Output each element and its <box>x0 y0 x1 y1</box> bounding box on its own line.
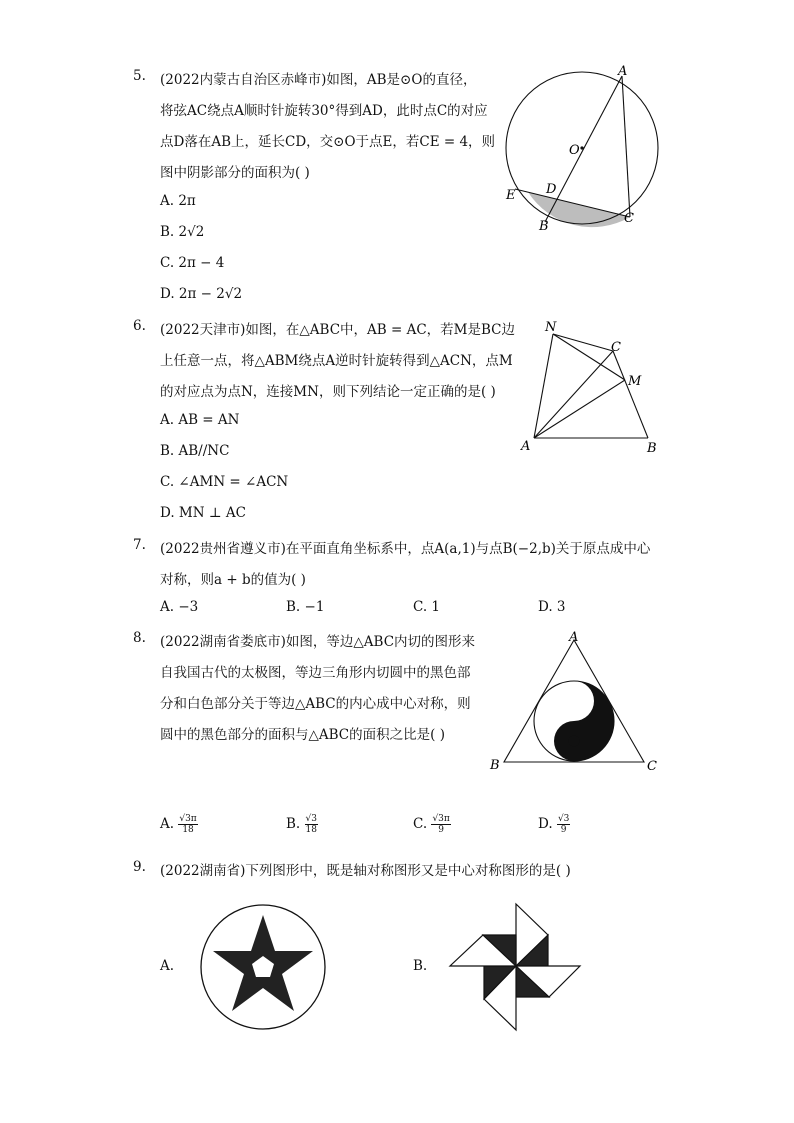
q8-line-3: 分和白色部分关于等边△ABC的内心成中心对称，则 <box>160 696 471 712</box>
q7-line-1: (2022贵州省遵义市)在平面直角坐标系中，点A(a,1)与点B(−2,b)关于原点成中心 <box>160 541 651 557</box>
q6-option-b[interactable]: B. AB//NC <box>160 443 230 459</box>
q8-line-4: 圆中的黑色部分的面积与△ABC的面积之比是( ) <box>160 727 445 743</box>
q6-label-a: A <box>521 439 531 454</box>
q5-option-d[interactable]: D. 2π − 2√2 <box>160 286 243 302</box>
q9-line-1: (2022湖南省)下列图形中，既是轴对称图形又是中心对称图形的是( ) <box>160 863 571 879</box>
q8-option-c-denominator: 9 <box>438 825 444 835</box>
q6-triangle-figure <box>515 318 665 458</box>
q7-option-d[interactable]: D. 3 <box>538 599 566 615</box>
q6-line-3: 的对应点为点N，连接MN，则下列结论一定正确的是( ) <box>160 384 496 400</box>
q6-option-d[interactable]: D. MN ⊥ AC <box>160 505 246 521</box>
q9-pinwheel-figure[interactable] <box>446 898 586 1034</box>
q5-circle-figure <box>500 62 670 237</box>
q6-line-2: 上任意一点，将△ABM绕点A逆时针旋转得到△ACN，点M <box>160 353 513 369</box>
q8-option-d[interactable] <box>538 814 570 835</box>
q5-number: 5. <box>133 68 146 84</box>
q8-taiji-figure <box>485 626 665 776</box>
q8-option-a[interactable] <box>160 814 198 835</box>
q9-number: 9. <box>133 859 146 875</box>
q8-option-d-numerator: √3 <box>557 814 570 824</box>
q9-option-b[interactable]: B. <box>413 958 428 974</box>
q8-option-d-denominator: 9 <box>560 825 567 835</box>
q8-option-b-numerator: √3 <box>305 814 317 824</box>
q8-option-c-numerator: √3π <box>432 814 450 824</box>
q7-option-b[interactable]: B. −1 <box>286 599 325 615</box>
q8-option-c[interactable] <box>413 814 451 835</box>
q5-line-4: 图中阴影部分的面积为( ) <box>160 165 310 181</box>
q8-option-b-denominator: 18 <box>305 825 317 835</box>
q8-label-b: B <box>490 758 500 773</box>
q6-label-b: B <box>647 441 657 456</box>
q8-option-d-letter: D. <box>538 816 553 832</box>
q6-option-a[interactable]: A. AB = AN <box>160 412 240 428</box>
q5-label-b: B <box>539 219 549 234</box>
q8-option-c-letter: C. <box>413 816 428 832</box>
q8-line-2: 自我国古代的太极图，等边三角形内切圆中的黑色部 <box>160 665 471 681</box>
q5-label-d: D <box>546 182 557 197</box>
q5-label-c: C <box>624 211 634 226</box>
q5-option-b[interactable]: B. 2√2 <box>160 224 205 240</box>
q8-number: 8. <box>133 630 146 646</box>
q6-number: 6. <box>133 318 146 334</box>
q9-option-a[interactable]: A. <box>160 958 175 974</box>
q5-line-3: 点D落在AB上，延长CD，交⊙O于点E，若CE = 4，则 <box>160 134 496 150</box>
q9-star-circle-figure[interactable] <box>196 900 330 1034</box>
q8-option-b[interactable] <box>286 814 318 835</box>
q5-label-o: O <box>569 143 580 158</box>
q6-label-c: C <box>611 340 621 355</box>
q8-option-b-letter: B. <box>286 816 301 832</box>
q7-option-c[interactable]: C. 1 <box>413 599 441 615</box>
q8-option-a-denominator: 18 <box>182 825 194 835</box>
q8-line-1: (2022湖南省娄底市)如图，等边△ABC内切的图形来 <box>160 634 476 650</box>
q5-line-2: 将弦AC绕点A顺时针旋转30°得到AD，此时点C的对应 <box>160 103 488 119</box>
q7-line-2: 对称，则a + b的值为( ) <box>160 572 306 588</box>
q5-option-a[interactable]: A. 2π <box>160 193 196 209</box>
q8-option-a-letter: A. <box>160 816 175 832</box>
q7-option-a[interactable]: A. −3 <box>160 599 199 615</box>
q6-label-n: N <box>545 320 557 335</box>
q5-option-c[interactable]: C. 2π − 4 <box>160 255 225 271</box>
q6-option-c[interactable]: C. ∠AMN = ∠ACN <box>160 474 289 490</box>
q5-line-1: (2022内蒙古自治区赤峰市)如图，AB是⊙O的直径， <box>160 72 477 88</box>
q8-option-a-numerator: √3π <box>179 814 197 824</box>
q6-line-1: (2022天津市)如图，在△ABC中，AB = AC，若M是BC边 <box>160 322 515 338</box>
q7-number: 7. <box>133 537 146 553</box>
q8-label-c: C <box>647 759 657 774</box>
q5-label-e: E <box>506 188 516 203</box>
q5-label-a: A <box>618 64 628 79</box>
q6-label-m: M <box>628 374 642 389</box>
q8-label-a: A <box>569 630 579 645</box>
